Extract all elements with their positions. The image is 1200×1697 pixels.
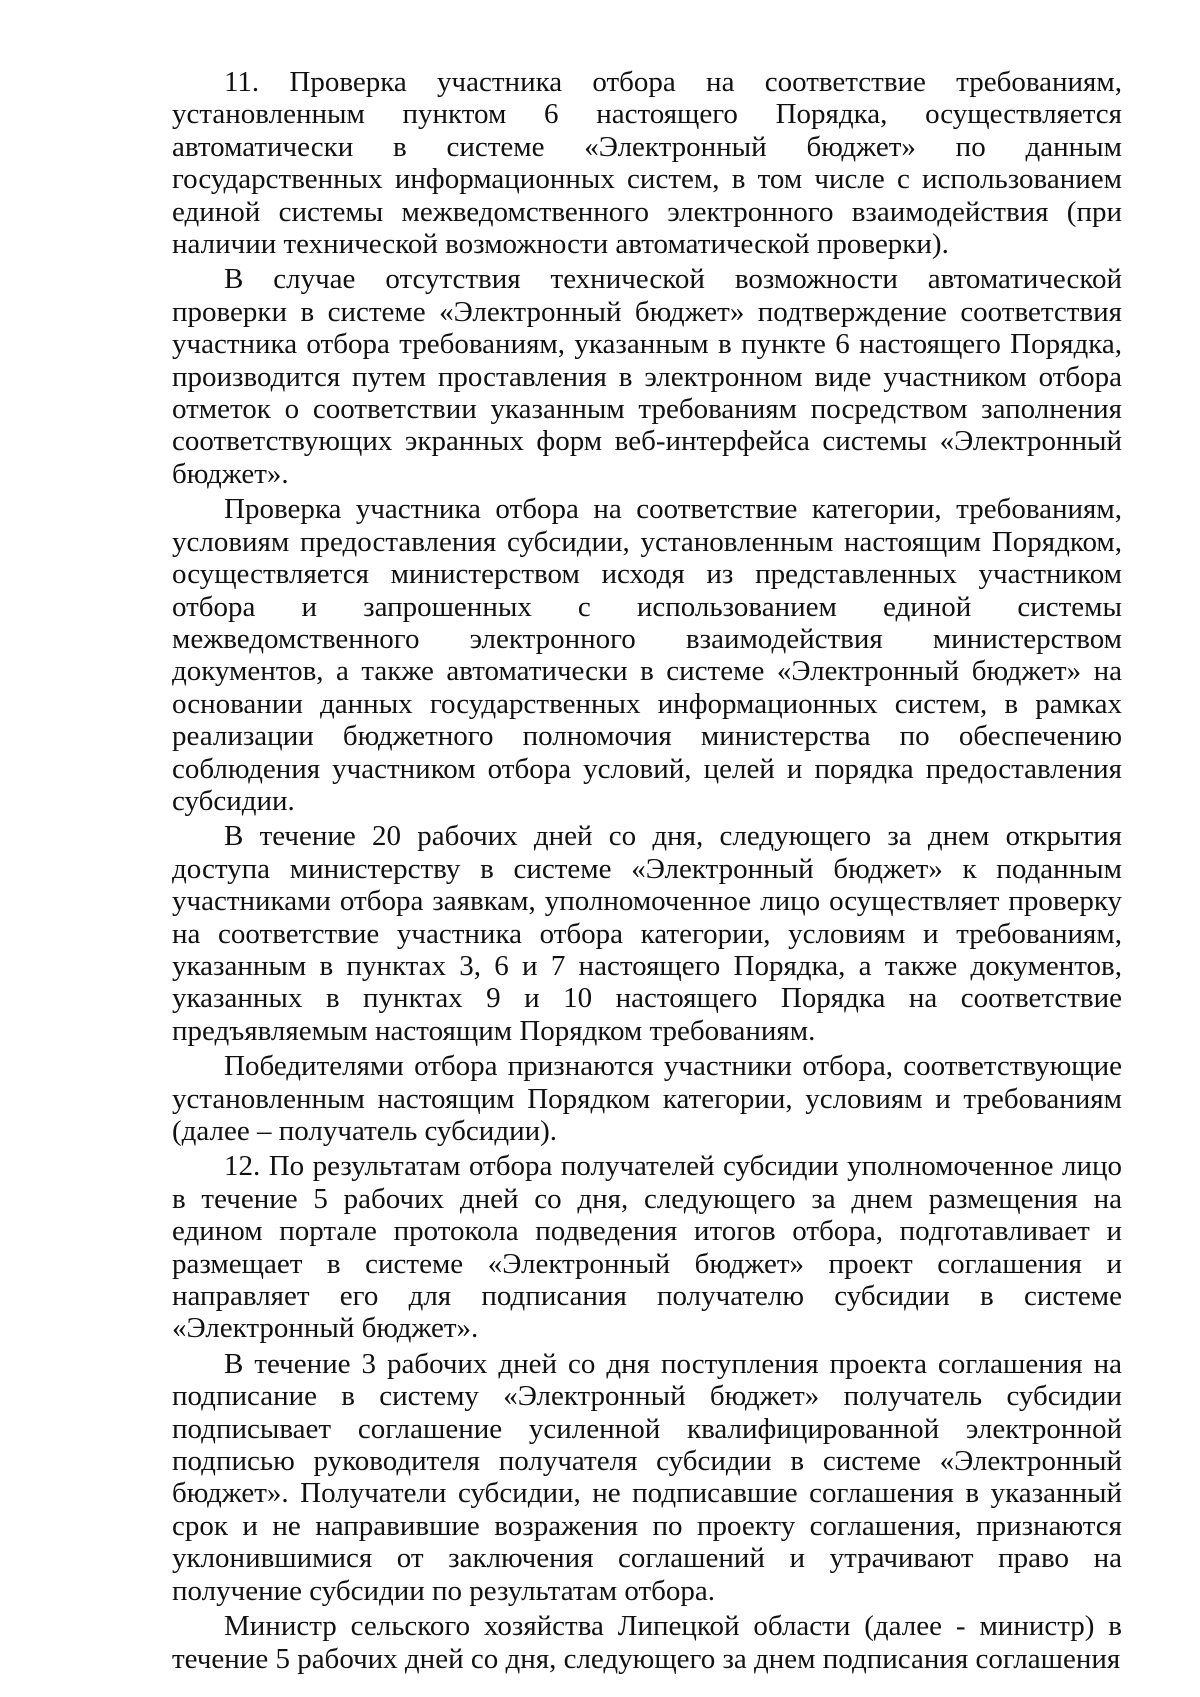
paragraph-agreement-signing: В течение 3 рабочих дней со дня поступления проекта соглашения на подписание в систему «Электронный бюджет» получатель субсидии подписывает соглашение усиленной квалифицированной электронной подписью руководителя получателя субсидии в системе «Электронный бюджет». Получатели субсидии, не подписавшие соглашения в указанный срок и не направившие возражения по проекту соглашения, признаются уклонившимися от заключения соглашений и утрачивают право на получение субсидии по результатам отбора. bbox=[172, 1347, 1122, 1607]
paragraph-minister: Министр сельского хозяйства Липецкой области (далее - министр) в течение 5 рабочих дней со дня, следующего за днем подписания соглашения bbox=[172, 1610, 1122, 1675]
paragraph-11-automatic-check: 11. Проверка участника отбора на соответствие требованиям, установленным пунктом 6 настоящего Порядка, осуществляется автоматически в системе «Электронный бюджет» по данным государственных информационных систем, в том числе с использованием единой системы межведомственного электронного взаимодействия (при наличии технической возможности автоматической проверки). bbox=[172, 66, 1122, 261]
paragraph-manual-confirmation: В случае отсутствия технической возможности автоматической проверки в системе «Электронный бюджет» подтверждение соответствия участника отбора требованиям, указанным в пункте 6 настоящего Порядка, производится путем проставления в электронном виде участником отбора отметок о соответствии указанным требованиям посредством заполнения соответствующих экранных форм веб-интерфейса системы «Электронный бюджет». bbox=[172, 263, 1122, 490]
paragraph-20-days-check: В течение 20 рабочих дней со дня, следующего за днем открытия доступа министерству в системе «Электронный бюджет» к поданным участниками отбора заявкам, уполномоченное лицо осуществляет проверку на соответствие участника отбора категории, условиям и требованиям, указанным в пунктах 3, 6 и 7 настоящего Порядка, а также документов, указанных в пунктах 9 и 10 настоящего Порядка на соответствие предъявляемым настоящим Порядком требованиям. bbox=[172, 820, 1122, 1047]
paragraph-winners: Победителями отбора признаются участники отбора, соответствующие установленным настоящим Порядком категории, условиям и требованиям (далее – получатель субсидии). bbox=[172, 1050, 1122, 1147]
paragraph-ministry-check: Проверка участника отбора на соответствие категории, требованиям, условиям предоставления субсидии, установленным настоящим Порядком, осуществляется министерством исходя из представленных участником отбора и запрошенных с использованием единой системы межведомственного электронного взаимодействия министерством документов, а также автоматически в системе «Электронный бюджет» на основании данных государственных информационных систем, в рамках реализации бюджетного полномочия министерства по обеспечению соблюдения участником отбора условий, целей и порядка предоставления субсидии. bbox=[172, 493, 1122, 817]
paragraph-12-agreement-draft: 12. По результатам отбора получателей субсидии уполномоченное лицо в течение 5 рабочих дней со дня, следующего за днем размещения на едином портале протокола подведения итогов отбора, подготавливает и размещает в системе «Электронный бюджет» проект соглашения и направляет его для подписания получателю субсидии в системе «Электронный бюджет». bbox=[172, 1150, 1122, 1345]
document-body bbox=[172, 66, 1122, 1678]
